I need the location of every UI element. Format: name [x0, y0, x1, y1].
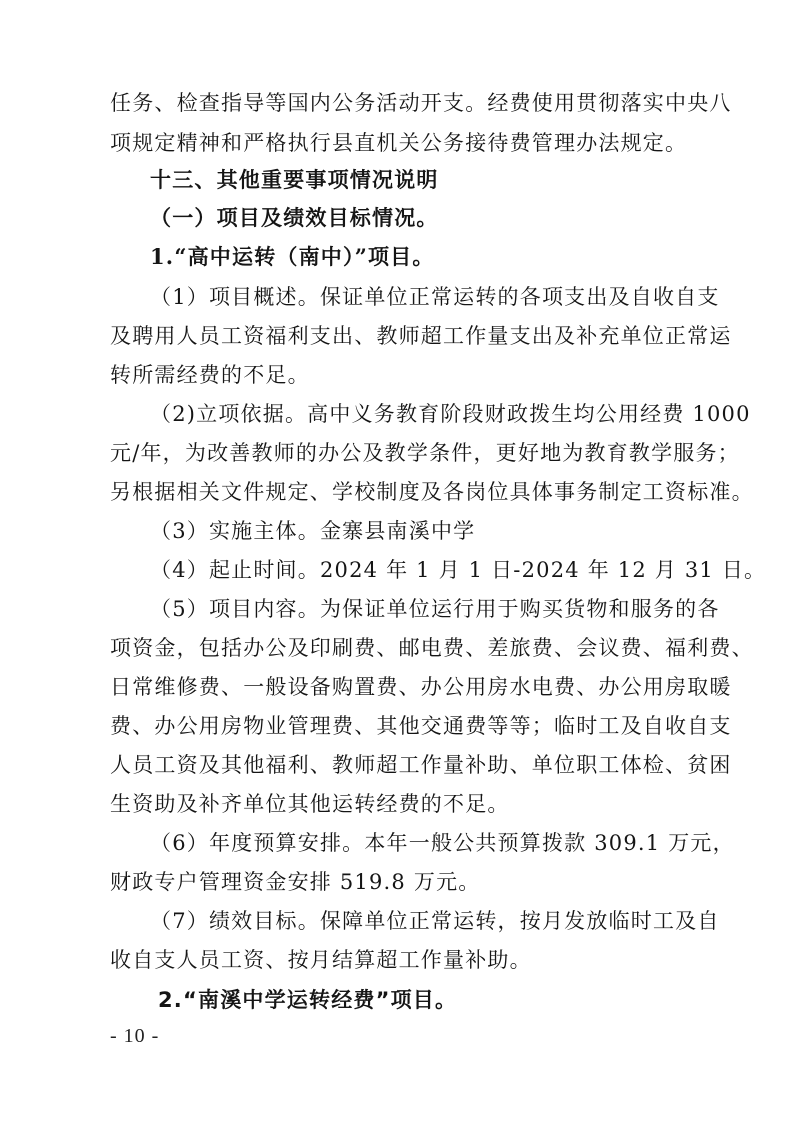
- body-text-line: 任务、检查指导等国内公务活动开支。经费使用贯彻落实中央八: [110, 91, 732, 115]
- item-heading: 2.“南溪中学运转经费”项目。: [158, 988, 458, 1012]
- body-text-line: （7）绩效目标。保障单位正常运转，按月发放临时工及自: [150, 909, 720, 933]
- body-text-line: 日常维修费、一般设备购置费、办公用房水电费、办公用房取暖: [110, 675, 732, 699]
- body-text-line: （6）年度预算安排。本年一般公共预算拨款 309.1 万元，: [150, 831, 735, 855]
- body-text-line: 财政专户管理资金安排 519.8 万元。: [110, 870, 481, 894]
- body-text-line: 另根据相关文件规定、学校制度及各岗位具体事务制定工资标准。: [110, 480, 754, 504]
- section-heading: 十三、其他重要事项情况说明: [150, 168, 439, 192]
- body-text-line: 转所需经费的不足。: [110, 363, 310, 387]
- body-text-line: 人员工资及其他福利、教师超工作量补助、单位职工体检、贫困: [110, 753, 732, 777]
- body-text-line: 项资金，包括办公及印刷费、邮电费、差旅费、会议费、福利费、: [110, 636, 754, 660]
- page-number: - 10 -: [110, 1025, 160, 1047]
- body-text-line: 元/年，为改善教师的办公及教学条件，更好地为教育教学服务；: [110, 441, 740, 465]
- item-heading: 1.“高中运转（南中）”项目。: [150, 244, 435, 269]
- body-text-line: 费、办公用房物业管理费、其他交通费等等；临时工及自收自支: [110, 714, 732, 738]
- body-text-line: （1）项目概述。保证单位正常运转的各项支出及自收自支: [150, 285, 720, 309]
- body-text-line: 项规定精神和严格执行县直机关公务接待费管理办法规定。: [110, 131, 688, 155]
- body-text-line: （3）实施主体。金寨县南溪中学: [150, 519, 476, 543]
- subsection-heading: （一）项目及绩效目标情况。: [150, 206, 439, 230]
- body-text-line: 生资助及补齐单位其他运转经费的不足。: [110, 792, 510, 816]
- body-text-line: 收自支人员工资、按月结算超工作量补助。: [110, 948, 532, 972]
- body-text-line: （5）项目内容。为保证单位运行用于购买货物和服务的各: [150, 597, 720, 621]
- body-text-line: （4）起止时间。2024 年 1 月 1 日-2024 年 12 月 31 日。: [150, 558, 767, 582]
- body-text-line: （2)立项依据。高中义务教育阶段财政拨生均公用经费 1000: [150, 402, 751, 426]
- body-text-line: 及聘用人员工资福利支出、教师超工作量支出及补充单位正常运: [110, 324, 732, 348]
